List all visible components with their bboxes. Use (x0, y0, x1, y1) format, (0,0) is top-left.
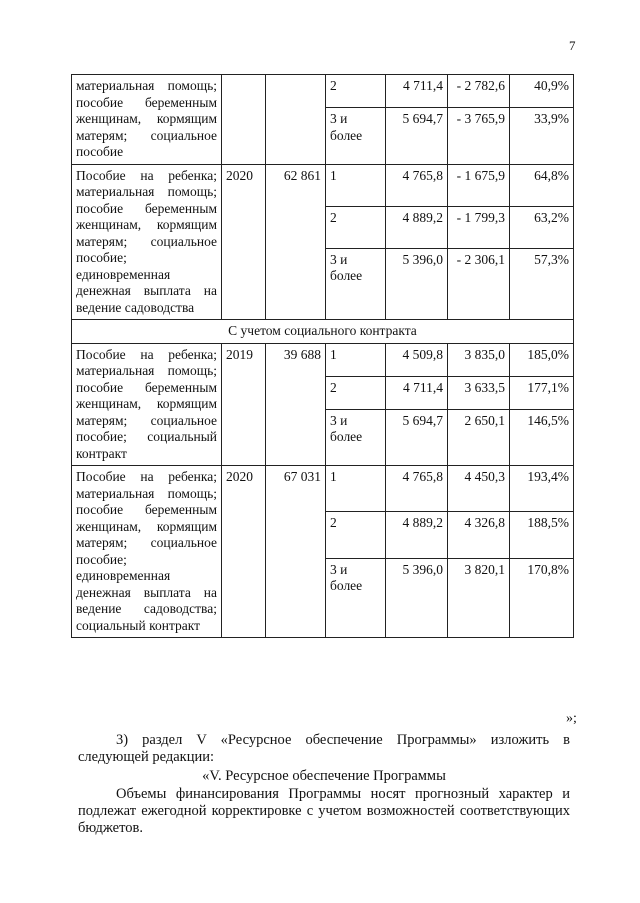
percent-cell: 188,5% (510, 512, 574, 558)
children-count-cell: 2 (326, 512, 386, 558)
children-count-cell: 1 (326, 164, 386, 206)
percent-cell: 40,9% (510, 75, 574, 108)
children-count-cell: 3 и более (326, 108, 386, 164)
percent-cell: 177,1% (510, 376, 574, 409)
table-section-row (72, 320, 574, 344)
paragraph-section-change: 3) раздел V «Ресурсное обеспечение Программы» изложить в следующей редакции: (78, 732, 570, 765)
difference-cell: - 1 675,9 (448, 164, 510, 206)
year-cell: 2019 (222, 343, 266, 466)
children-count-cell: 3 и более (326, 248, 386, 320)
difference-cell: - 2 782,6 (448, 75, 510, 108)
value-cell: 5 396,0 (386, 558, 448, 637)
benefit-description: Пособие на ребенка; материальная помощь; пособие беременным женщинам, кормящим матерям; социальное пособие; социальный контракт (72, 343, 222, 466)
benefit-description: Пособие на ребенка; материальная помощь; пособие беременным женщинам, кормящим матерям; социальное пособие; единовременная денежная выплата на ведение садоводства; социальный контракт (72, 466, 222, 638)
percent-cell: 57,3% (510, 248, 574, 320)
difference-cell: 2 650,1 (448, 409, 510, 465)
section-heading: «V. Ресурсное обеспечение Программы (202, 768, 446, 784)
percent-cell: 170,8% (510, 558, 574, 637)
year-cell: 2020 (222, 466, 266, 638)
value-cell: 4 765,8 (386, 466, 448, 512)
section-title: С учетом социального контракта (72, 320, 574, 344)
children-count-cell: 2 (326, 376, 386, 409)
benefit-description: Пособие на ребенка; материальная помощь; пособие беременным женщинам, кормящим матерям; социальное пособие; единовременная денежная выплата на ведение садоводства (72, 164, 222, 320)
benefits-table (71, 74, 574, 638)
value-cell: 4 711,4 (386, 75, 448, 108)
benefit-description: материальная помощь; пособие беременным женщинам, кормящим матерям; социальное пособие (72, 75, 222, 165)
percent-cell: 33,9% (510, 108, 574, 164)
year-cell: 2020 (222, 164, 266, 320)
amount-cell: 67 031 (266, 466, 326, 638)
percent-cell: 185,0% (510, 343, 574, 376)
value-cell: 4 765,8 (386, 164, 448, 206)
difference-cell: - 1 799,3 (448, 206, 510, 248)
percent-cell: 146,5% (510, 409, 574, 465)
percent-cell: 64,8% (510, 164, 574, 206)
amount-cell: 39 688 (266, 343, 326, 466)
children-count-cell: 1 (326, 343, 386, 376)
table-row (72, 164, 574, 206)
difference-cell: 4 326,8 (448, 512, 510, 558)
value-cell: 4 711,4 (386, 376, 448, 409)
amount-cell: 62 861 (266, 164, 326, 320)
difference-cell: 4 450,3 (448, 466, 510, 512)
children-count-cell: 3 и более (326, 409, 386, 465)
value-cell: 4 509,8 (386, 343, 448, 376)
table-row (72, 75, 574, 108)
difference-cell: 3 820,1 (448, 558, 510, 637)
closing-quote: »; (566, 711, 577, 726)
children-count-cell: 3 и более (326, 558, 386, 637)
paragraph-financing: Объемы финансирования Программы носят прогнозный характер и подлежат ежегодной корректировке с учетом возможностей соответствующих бюджетов. (78, 786, 570, 836)
value-cell: 4 889,2 (386, 512, 448, 558)
difference-cell: 3 835,0 (448, 343, 510, 376)
difference-cell: 3 633,5 (448, 376, 510, 409)
value-cell: 5 694,7 (386, 108, 448, 164)
difference-cell: - 3 765,9 (448, 108, 510, 164)
children-count-cell: 2 (326, 75, 386, 108)
percent-cell: 63,2% (510, 206, 574, 248)
percent-cell: 193,4% (510, 466, 574, 512)
table-row (72, 343, 574, 376)
children-count-cell: 1 (326, 466, 386, 512)
value-cell: 5 694,7 (386, 409, 448, 465)
table-row (72, 466, 574, 512)
children-count-cell: 2 (326, 206, 386, 248)
year-cell (222, 75, 266, 165)
difference-cell: - 2 306,1 (448, 248, 510, 320)
page-number: 7 (569, 38, 576, 53)
value-cell: 4 889,2 (386, 206, 448, 248)
amount-cell (266, 75, 326, 165)
value-cell: 5 396,0 (386, 248, 448, 320)
